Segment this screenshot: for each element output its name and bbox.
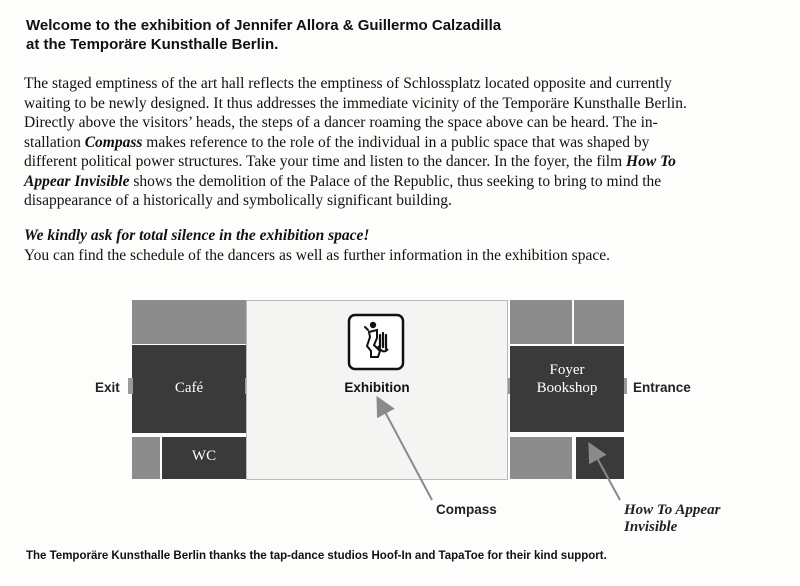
intro-text: shows the demolition of the Palace of the Republic, thus seeking to bring to mind the [129, 172, 662, 190]
title-line-1: Welcome to the exhibition of Jennifer Allora & Guillermo Calzadilla [26, 17, 502, 34]
intro-text: stallation [24, 133, 85, 151]
intro-line: waiting to be newly designed. It thus addresses the immediate vicinity of the Temporäre Kunsthalle Berlin. [24, 94, 687, 112]
plan-block-grey [510, 300, 572, 344]
intro-line: disappearance of a historically and symbolically significant building. [24, 192, 452, 209]
silence-notice: We kindly ask for total silence in the exhibition space! [24, 227, 370, 244]
footer-thanks: The Temporäre Kunsthalle Berlin thanks the tap-dance studios Hoof-In and TapaToe for their kind support. [26, 550, 607, 562]
exit-label: Exit [95, 380, 120, 395]
work-title-film: Appear Invisible [24, 172, 130, 190]
dancer-icon [347, 313, 405, 371]
foyer-label: Foyer [549, 362, 585, 378]
schedule-notice: You can find the schedule of the dancers as well as further information in the exhibition space. [24, 246, 610, 264]
intro-line: The staged emptiness of the art hall reflects the emptiness of Schlossplatz located opposite and currently [24, 75, 672, 92]
film-room [576, 437, 624, 479]
film-annotation-line: How To Appear [624, 502, 721, 518]
exhibition-label: Exhibition [344, 380, 410, 395]
bookshop-label: Bookshop [536, 380, 598, 396]
wc-label: WC [191, 448, 217, 464]
intro-line: Directly above the visitors’ heads, the steps of a dancer roaming the space above can be heard. The in- [24, 114, 658, 131]
work-title-film: How To [626, 153, 676, 170]
plan-block-grey [132, 300, 246, 344]
entrance-label: Entrance [633, 380, 691, 395]
intro-text: different political power structures. Take your time and listen to the dancer. In the foyer, the film [24, 153, 627, 170]
plan-block-grey [574, 300, 624, 344]
plan-block-grey [132, 437, 160, 479]
film-annotation-line: Invisible [624, 519, 678, 535]
intro-text: makes reference to the role of the individual in a public space that was shaped by [142, 133, 650, 151]
film-annotation [624, 502, 720, 536]
cafe-label: Café [174, 380, 204, 396]
plan-block-grey [510, 437, 572, 479]
exit-door [128, 378, 133, 394]
work-title-compass: Compass [84, 133, 143, 151]
title-line-2: at the Temporäre Kunsthalle Berlin. [26, 36, 279, 53]
compass-annotation: Compass [436, 502, 497, 517]
